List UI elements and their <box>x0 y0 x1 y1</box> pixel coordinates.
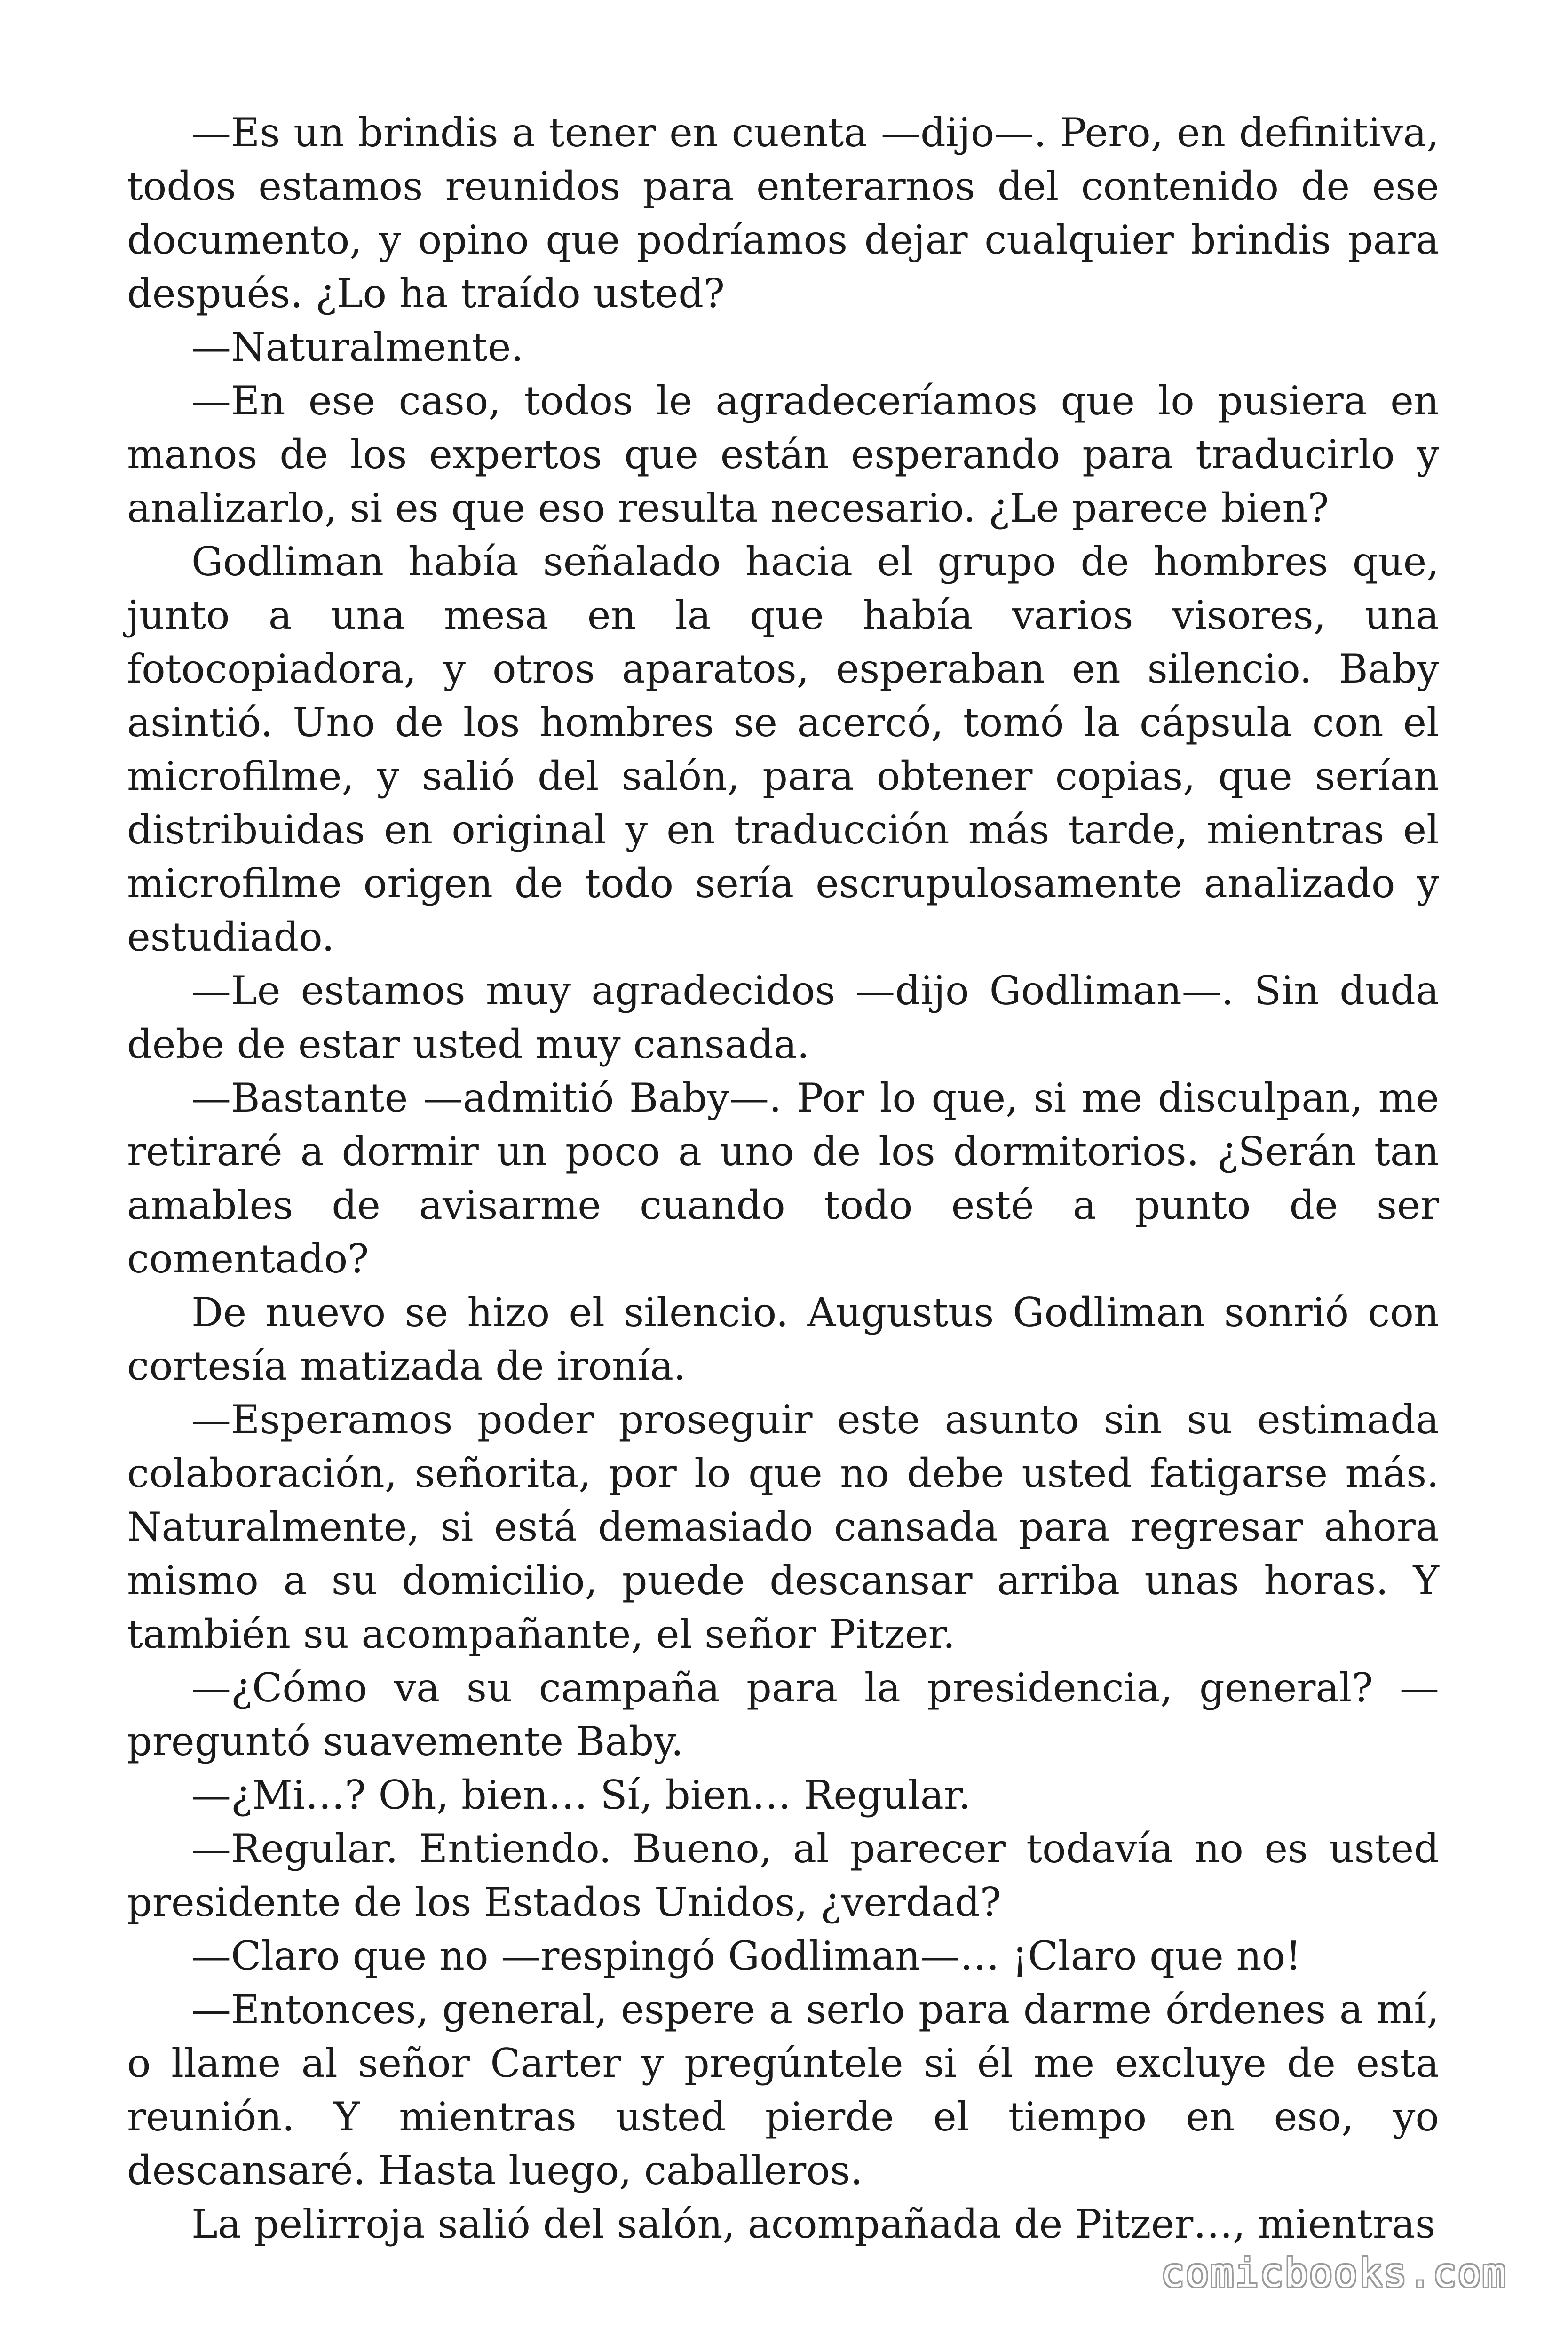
paragraph-4: Godliman había señalado hacia el grupo de hombres que, junto a una mesa en la que había varios visores, una fotocopiadora, y otros aparatos, esperaban en silencio. Baby asintió. Uno de los hombres se acercó, tomó la cápsula con el microfilme, y salió del salón, para obtener copias, que serían distribuidas en original y en traducción más tarde, mientras el microfilme origen de todo sería escrupulosamente analizado y estudiado. <box>127 539 1439 960</box>
paragraph-3: —En ese caso, todos le agradeceríamos que lo pusiera en manos de los expertos que están esperando para traducirlo y analizarlo, si es que eso resulta necesario. ¿Le parece bien? <box>127 378 1439 531</box>
paragraph-5: —Le estamos muy agradecidos —dijo Godliman—. Sin duda debe de estar usted muy cansada. <box>127 968 1439 1067</box>
paragraph-6: —Bastante —admitió Baby—. Por lo que, si me disculpan, me retiraré a dormir un poco a uno de los dormitorios. ¿Serán tan amables de avisarme cuando todo esté a punto de ser comentado? <box>127 1075 1439 1282</box>
paragraph-8: —Esperamos poder proseguir este asunto sin su estimada colaboración, señorita, por lo que no debe usted fatigarse más. Naturalmente, si está demasiado cansada para regresar ahora mismo a su domicilio, puede descansar arriba unas horas. Y también su acompañante, el señor Pitzer. <box>127 1397 1439 1657</box>
paragraph-14: La pelirroja salió del salón, acompañada de Pitzer…, mientras <box>191 2201 1436 2247</box>
paragraph-10: —¿Mi…? Oh, bien… Sí, bien… Regular. <box>191 1772 971 1818</box>
paragraph-11: —Regular. Entiendo. Bueno, al parecer todavía no es usted presidente de los Estados Unidos, ¿verdad? <box>127 1826 1439 1925</box>
paragraph-9: —¿Cómo va su campaña para la presidencia, general? —preguntó suavemente Baby. <box>127 1665 1439 1764</box>
paragraph-2: —Naturalmente. <box>191 324 524 370</box>
paragraph-13: —Entonces, general, espere a serlo para darme órdenes a mí, o llame al señor Carter y pregúntele si él me excluye de esta reunión. Y mientras usted pierde el tiempo en eso, yo descansaré. Hasta luego, caballeros. <box>127 1986 1439 2193</box>
paragraph-12: —Claro que no —respingó Godliman—… ¡Claro que no! <box>191 1933 1301 1979</box>
paragraph-7: De nuevo se hizo el silencio. Augustus Godliman sonrió con cortesía matizada de ironía. <box>127 1289 1439 1389</box>
paragraph-1: —Es un brindis a tener en cuenta —dijo—. Pero, en definitiva, todos estamos reunidos para enterarnos del contenido de ese documento, y opino que podríamos dejar cualquier brindis para después. ¿Lo ha traído usted? <box>127 110 1439 317</box>
page-body <box>127 106 1439 2251</box>
watermark: comicbooks.com <box>1160 2250 1507 2296</box>
